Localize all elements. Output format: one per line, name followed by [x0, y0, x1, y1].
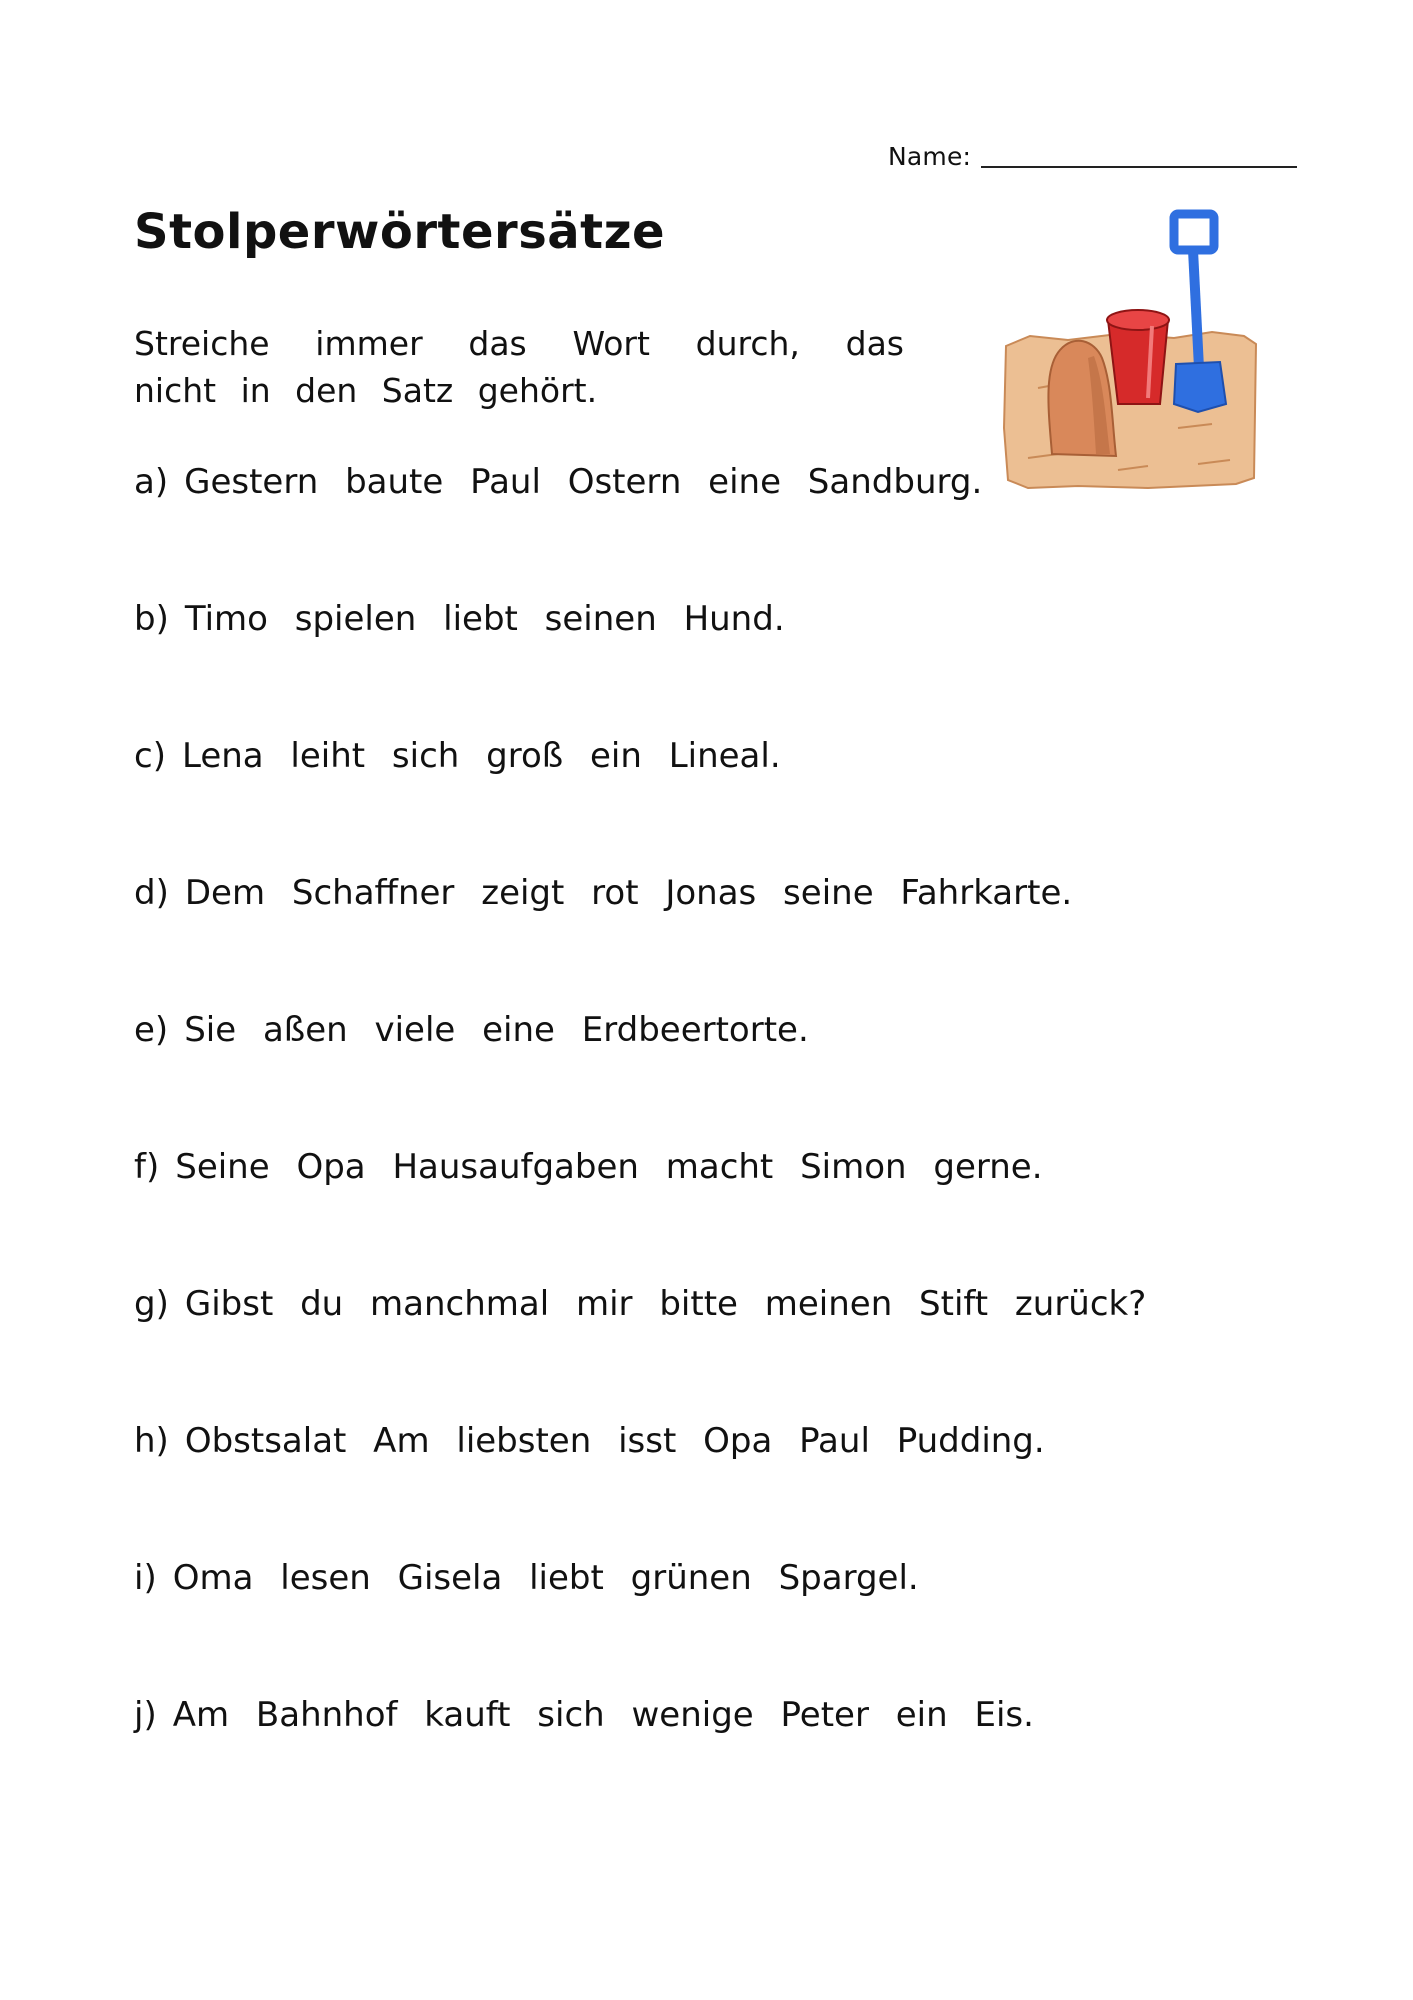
task-item [134, 1008, 809, 1052]
task-sentence: Oma lesen Gisela liebt grünen Spargel. [172, 1558, 919, 1598]
task-letter: h) [134, 1421, 169, 1461]
instruction-text: Streiche immer das Wort durch, das nicht in den Satz gehört. [134, 324, 904, 410]
task-letter: e) [134, 1010, 169, 1050]
task-item [134, 1556, 919, 1600]
task-letter: g) [134, 1284, 169, 1324]
task-letter: d) [134, 873, 169, 913]
task-letter: j) [134, 1695, 157, 1735]
task-item [134, 597, 785, 641]
task-item [134, 871, 1072, 915]
shovel-blade [1174, 362, 1226, 412]
shovel-grip [1174, 214, 1214, 250]
task-sentence: Timo spielen liebt seinen Hund. [184, 599, 785, 639]
task-item [134, 734, 781, 778]
task-letter: c) [134, 736, 166, 776]
task-letter: f) [134, 1147, 160, 1187]
sand-bucket-shovel-icon [998, 208, 1262, 492]
task-item [134, 1693, 1034, 1737]
task-letter: b) [134, 599, 169, 639]
name-write-line[interactable] [981, 166, 1297, 168]
task-sentence: Gestern baute Paul Ostern eine Sandburg. [184, 462, 983, 502]
bucket-rim [1107, 310, 1169, 330]
task-sentence: Lena leiht sich groß ein Lineal. [181, 736, 781, 776]
task-item [134, 1145, 1043, 1189]
task-sentence: Am Bahnhof kauft sich wenige Peter ein Eis. [172, 1695, 1034, 1735]
worksheet-title: Stolperwörtersätze [134, 204, 666, 260]
task-item [134, 1419, 1045, 1463]
task-sentence: Sie aßen viele eine Erdbeertorte. [184, 1010, 809, 1050]
task-item [134, 460, 982, 504]
name-field [888, 132, 1297, 172]
task-letter: a) [134, 462, 169, 502]
task-sentence: Gibst du manchmal mir bitte meinen Stift zurück? [184, 1284, 1147, 1324]
bucket-body [1108, 320, 1168, 404]
task-sentence: Dem Schaffner zeigt rot Jonas seine Fahrkarte. [184, 873, 1073, 913]
task-item [134, 1282, 1146, 1326]
task-letter: i) [134, 1558, 157, 1598]
name-label: Name: [888, 142, 972, 171]
task-sentence: Seine Opa Hausaufgaben macht Simon gerne. [175, 1147, 1043, 1187]
task-sentence: Obstsalat Am liebsten isst Opa Paul Pudding. [184, 1421, 1045, 1461]
